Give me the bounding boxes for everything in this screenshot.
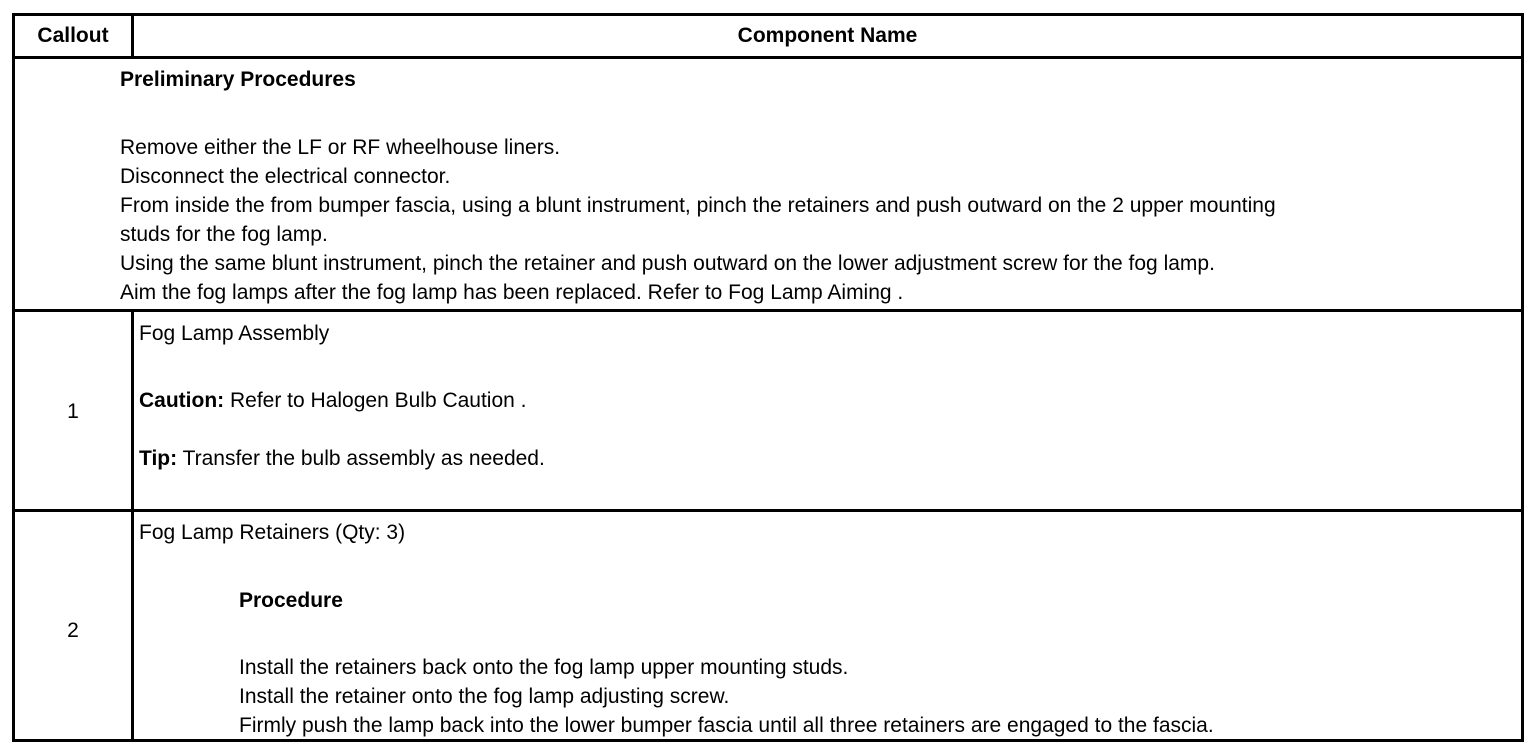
header-callout: Callout: [37, 24, 109, 47]
preliminary-line: From inside the from bumper fascia, using a blunt instrument, pinch the retainers and push outward on the 2 upper mounting: [120, 194, 1276, 217]
tip-note: [139, 444, 545, 473]
callout-number: 2: [67, 619, 79, 642]
header-component-name: Component Name: [737, 24, 918, 47]
procedure-step: Install the retainer onto the fog lamp adjusting screw.: [239, 685, 730, 708]
preliminary-line: Remove either the LF or RF wheelhouse liners.: [120, 136, 561, 159]
row1-column-divider: [131, 312, 134, 509]
tip-text: Transfer the bulb assembly as needed.: [177, 447, 545, 470]
callout-number: 1: [67, 400, 79, 423]
component-name: Fog Lamp Assembly: [139, 322, 330, 345]
caution-text: Refer to Halogen Bulb Caution .: [224, 389, 527, 412]
procedure-step: Firmly push the lamp back into the lower bumper fascia until all three retainers are engaged to the fascia.: [239, 714, 1214, 737]
preliminary-line: Disconnect the electrical connector.: [120, 165, 451, 188]
preliminary-line: studs for the fog lamp.: [120, 223, 328, 246]
row1-divider: [15, 509, 1521, 512]
tip-label: Tip:: [139, 447, 178, 470]
procedure-step: Install the retainers back onto the fog lamp upper mounting studs.: [239, 656, 849, 679]
caution-label: Caution:: [139, 389, 225, 412]
row2-column-divider: [131, 512, 134, 742]
procedure-title: Procedure: [239, 589, 343, 612]
component-name: Fog Lamp Retainers (Qty: 3): [139, 521, 406, 544]
preliminary-line: Using the same blunt instrument, pinch the retainer and push outward on the lower adjustment screw for the fog lamp.: [120, 252, 1215, 275]
preliminary-divider: [15, 309, 1521, 312]
caution-note: [139, 386, 527, 415]
component-table: [12, 13, 1524, 742]
preliminary-line: Aim the fog lamps after the fog lamp has been replaced. Refer to Fog Lamp Aiming .: [120, 281, 904, 304]
header-divider: [15, 56, 1521, 59]
preliminary-title: Preliminary Procedures: [120, 68, 356, 91]
